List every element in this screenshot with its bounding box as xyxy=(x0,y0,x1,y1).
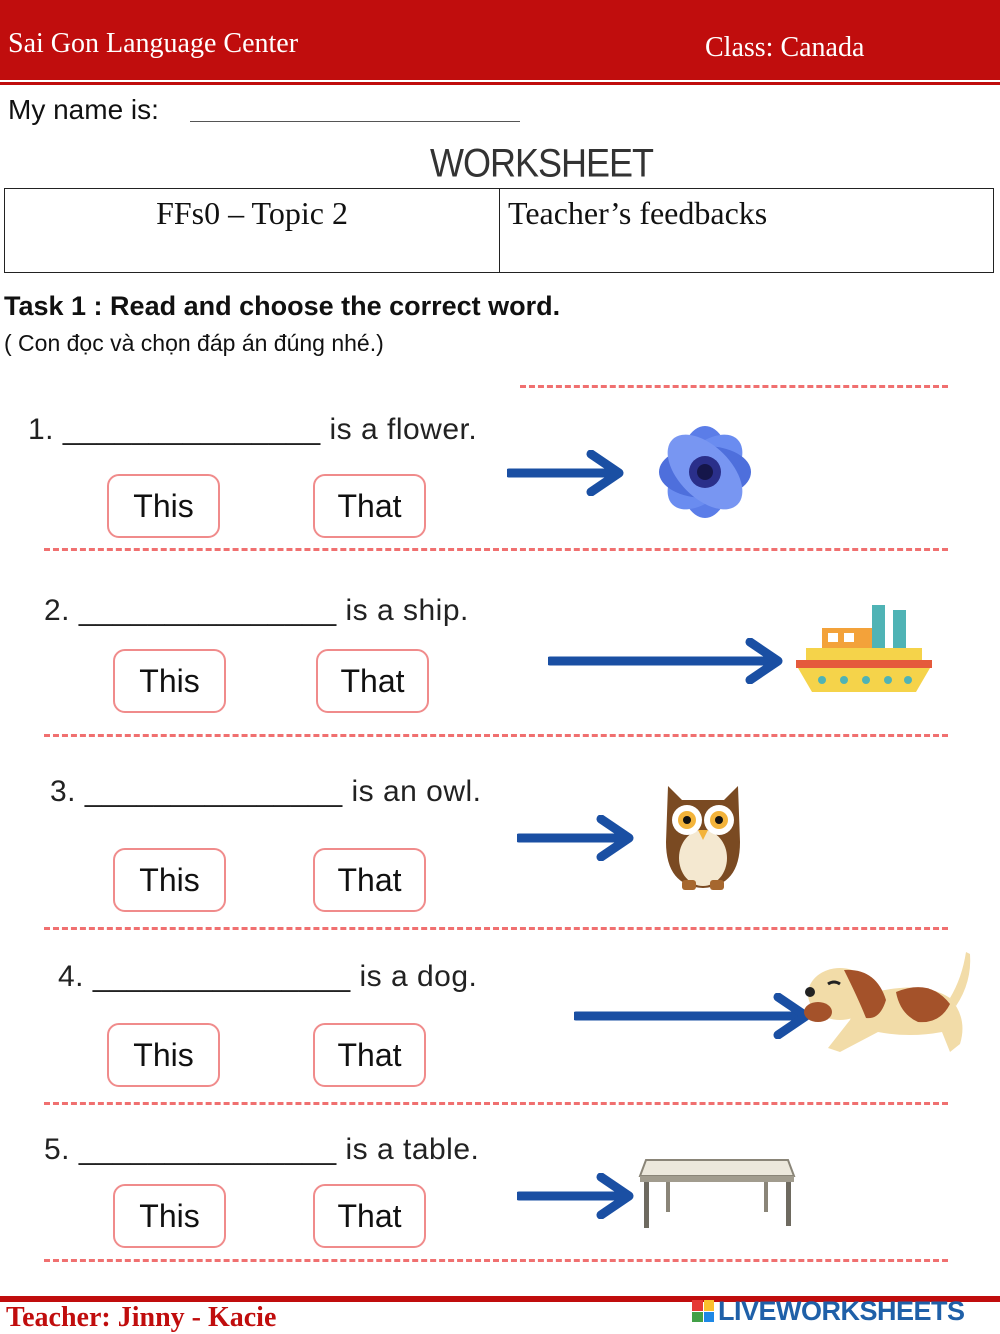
divider-dash xyxy=(44,927,948,930)
option-that-button[interactable]: That xyxy=(313,1023,426,1087)
flower-image xyxy=(645,420,763,520)
teacher-name: Teacher: Jinny - Kacie xyxy=(6,1302,277,1333)
task-subtitle: ( Con đọc và chọn đáp án đúng nhé.) xyxy=(4,330,384,356)
option-this-button[interactable]: This xyxy=(113,649,226,713)
divider-dash xyxy=(44,1259,948,1262)
task-title: Task 1 : Read and choose the correct word. xyxy=(4,291,561,321)
dog-image xyxy=(800,948,975,1056)
center-name: Sai Gon Language Center xyxy=(8,28,299,59)
question-sentence: 3. _______________ is an owl. xyxy=(50,775,482,808)
liveworksheets-logo[interactable] xyxy=(692,1296,965,1326)
divider-dash xyxy=(44,734,948,737)
option-that-button[interactable]: That xyxy=(316,649,429,713)
arrow-right-icon xyxy=(548,638,784,684)
divider-dash xyxy=(520,385,948,388)
info-table xyxy=(4,188,994,273)
arrow-right-icon xyxy=(574,993,812,1039)
divider-dash xyxy=(44,1102,948,1105)
header-divider xyxy=(0,82,1000,85)
arrow-right-icon xyxy=(517,815,637,861)
question-sentence: 1. _______________ is a flower. xyxy=(28,413,478,446)
logo-mark-icon xyxy=(692,1300,714,1322)
option-this-button[interactable]: This xyxy=(107,474,220,538)
name-input-line[interactable] xyxy=(190,121,520,122)
option-that-button[interactable]: That xyxy=(313,474,426,538)
feedback-cell: Teacher’s feedbacks xyxy=(500,189,994,273)
option-this-button[interactable]: This xyxy=(113,1184,226,1248)
owl-image xyxy=(660,782,746,894)
question-sentence: 4. _______________ is a dog. xyxy=(58,960,478,993)
name-label: My name is: xyxy=(8,94,159,125)
ship-image xyxy=(792,600,936,696)
question-sentence: 2. _______________ is a ship. xyxy=(44,594,469,627)
topic-cell: FFs0 – Topic 2 xyxy=(5,189,500,273)
logo-text: LIVEWORKSHEETS xyxy=(718,1295,965,1326)
option-this-button[interactable]: This xyxy=(107,1023,220,1087)
option-that-button[interactable]: That xyxy=(313,848,426,912)
option-that-button[interactable]: That xyxy=(313,1184,426,1248)
arrow-right-icon xyxy=(507,450,627,496)
question-sentence: 5. _______________ is a table. xyxy=(44,1133,480,1166)
divider-dash xyxy=(44,548,948,551)
worksheet-title: WORKSHEET xyxy=(430,140,654,186)
option-this-button[interactable]: This xyxy=(113,848,226,912)
table-image xyxy=(636,1156,798,1230)
arrow-right-icon xyxy=(517,1173,637,1219)
class-name: Class: Canada xyxy=(705,32,865,63)
